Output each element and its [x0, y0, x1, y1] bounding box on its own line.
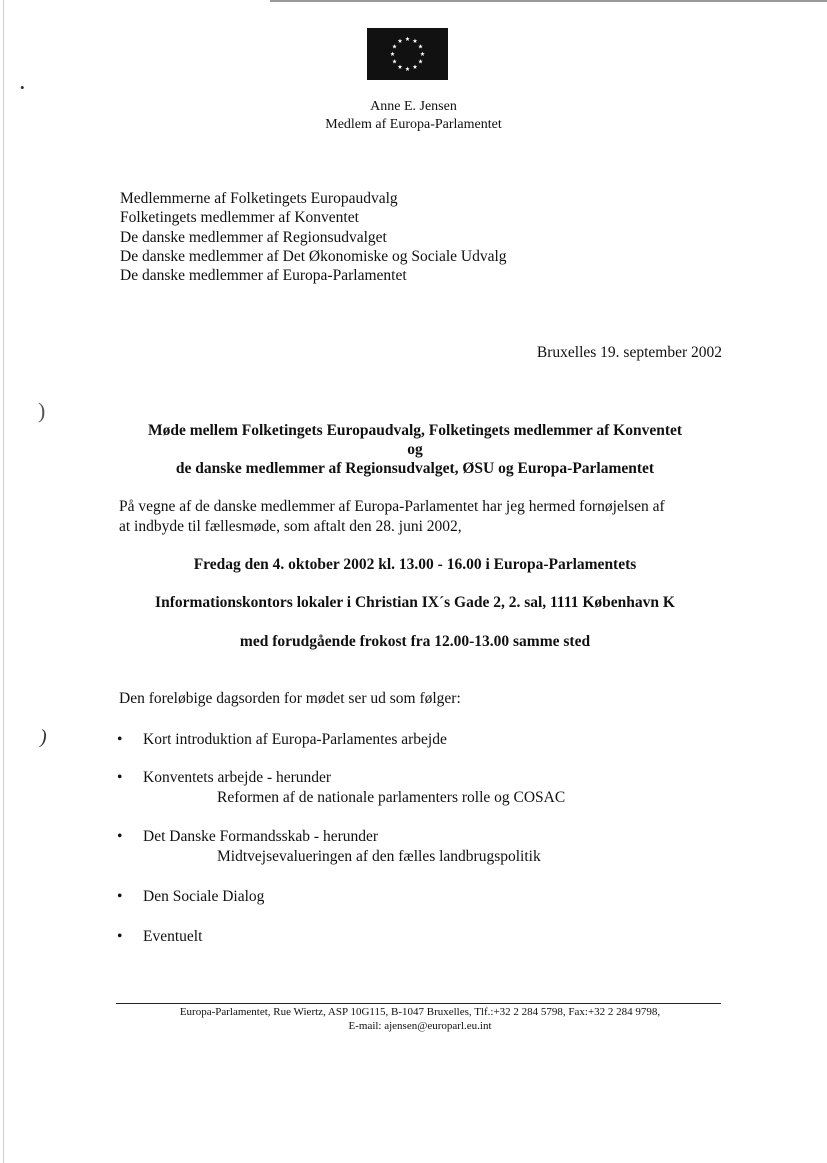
- recipient-line: Medlemmerne af Folketingets Europaudvalg: [120, 190, 398, 207]
- bullet-icon: •: [117, 888, 123, 905]
- eu-star-icon: [418, 44, 423, 48]
- eu-star-icon: [405, 67, 410, 71]
- meeting-lunch: med forudgående frokost fra 12.00-13.00 samme sted: [239, 633, 591, 650]
- intro-paragraph: [119, 497, 725, 536]
- meeting-heading-line-1: Møde mellem Folketingets Europaudvalg, Folketingets medlemmer af Konventet: [147, 422, 683, 439]
- eu-star-circle: [367, 28, 448, 80]
- recipient-line: Folketingets medlemmer af Konventet: [120, 209, 359, 227]
- agenda-item: Eventuelt: [143, 928, 203, 945]
- scan-mark-curve: ): [38, 398, 46, 423]
- eu-star-icon: [405, 37, 410, 41]
- agenda-subitem: Reformen af de nationale parlamenters rolle og COSAC: [217, 789, 566, 806]
- agenda-item: Kort introduktion af Europa-Parlamentes arbejde: [143, 731, 447, 748]
- scan-mark-paren: ): [40, 726, 47, 748]
- scan-edge-top: [270, 0, 827, 2]
- eu-star-icon: [398, 39, 403, 43]
- meeting-time: Fredag den 4. oktober 2002 kl. 13.00 - 16.00 i Europa-Parlamentets: [193, 556, 637, 573]
- agenda-intro: Den foreløbige dagsorden for mødet ser ud som følger:: [119, 690, 461, 707]
- date-line: Bruxelles 19. september 2002: [536, 344, 722, 361]
- bullet-icon: •: [117, 828, 123, 845]
- eu-star-icon: [413, 65, 418, 69]
- agenda-item: Den Sociale Dialog: [143, 888, 265, 905]
- eu-star-icon: [398, 65, 403, 69]
- eu-star-icon: [418, 59, 423, 63]
- author-name: Anne E. Jensen: [370, 99, 457, 114]
- eu-flag-icon: [367, 28, 448, 80]
- eu-star-icon: [413, 39, 418, 43]
- eu-star-icon: [392, 44, 397, 48]
- bullet-icon: •: [117, 731, 123, 748]
- recipient-line: De danske medlemmer af Europa-Parlamentet: [120, 267, 407, 285]
- eu-star-icon: [392, 59, 397, 63]
- recipient-line: De danske medlemmer af Regionsudvalget: [120, 228, 387, 246]
- footer-divider: [116, 1003, 721, 1004]
- footer-email: E-mail: ajensen@europarl.eu.int: [348, 1020, 492, 1032]
- meeting-location: Informationskontors lokaler i Christian IX´s Gade 2, 2. sal, 1111 København K: [155, 594, 675, 611]
- recipient-list: [120, 189, 507, 285]
- recipient-line: De danske medlemmer af Det Økonomiske og Sociale Udvalg: [120, 247, 507, 265]
- intro-line-1: På vegne af de danske medlemmer af Europa-Parlamentet har jeg hermed fornøjelsen af: [119, 498, 665, 515]
- author-title: Medlem af Europa-Parlamentet: [325, 117, 502, 132]
- scan-edge-left: [3, 0, 4, 1163]
- eu-star-icon: [420, 52, 425, 56]
- agenda-item: Det Danske Formandsskab - herunder: [143, 828, 379, 845]
- intro-line-2: at indbyde til fællesmøde, som aftalt den 28. juni 2002,: [119, 517, 462, 535]
- bullet-icon: •: [117, 769, 123, 786]
- bullet-icon: •: [117, 928, 123, 945]
- eu-star-icon: [390, 52, 395, 56]
- meeting-heading-line-3: de danske medlemmer af Regionsudvalget, ØSU og Europa-Parlamentet: [175, 460, 655, 477]
- agenda-item: Konventets arbejde - herunder: [143, 769, 332, 786]
- meeting-heading-line-2: og: [407, 441, 423, 458]
- footer-address: Europa-Parlamentet, Rue Wiertz, ASP 10G115, B-1047 Bruxelles, Tlf.:+32 2 284 5798, Fax:+32 2 284 9798,: [179, 1006, 661, 1018]
- agenda-subitem: Midtvejsevalueringen af den fælles landbrugspolitik: [217, 848, 541, 865]
- scan-dot: •: [20, 80, 25, 95]
